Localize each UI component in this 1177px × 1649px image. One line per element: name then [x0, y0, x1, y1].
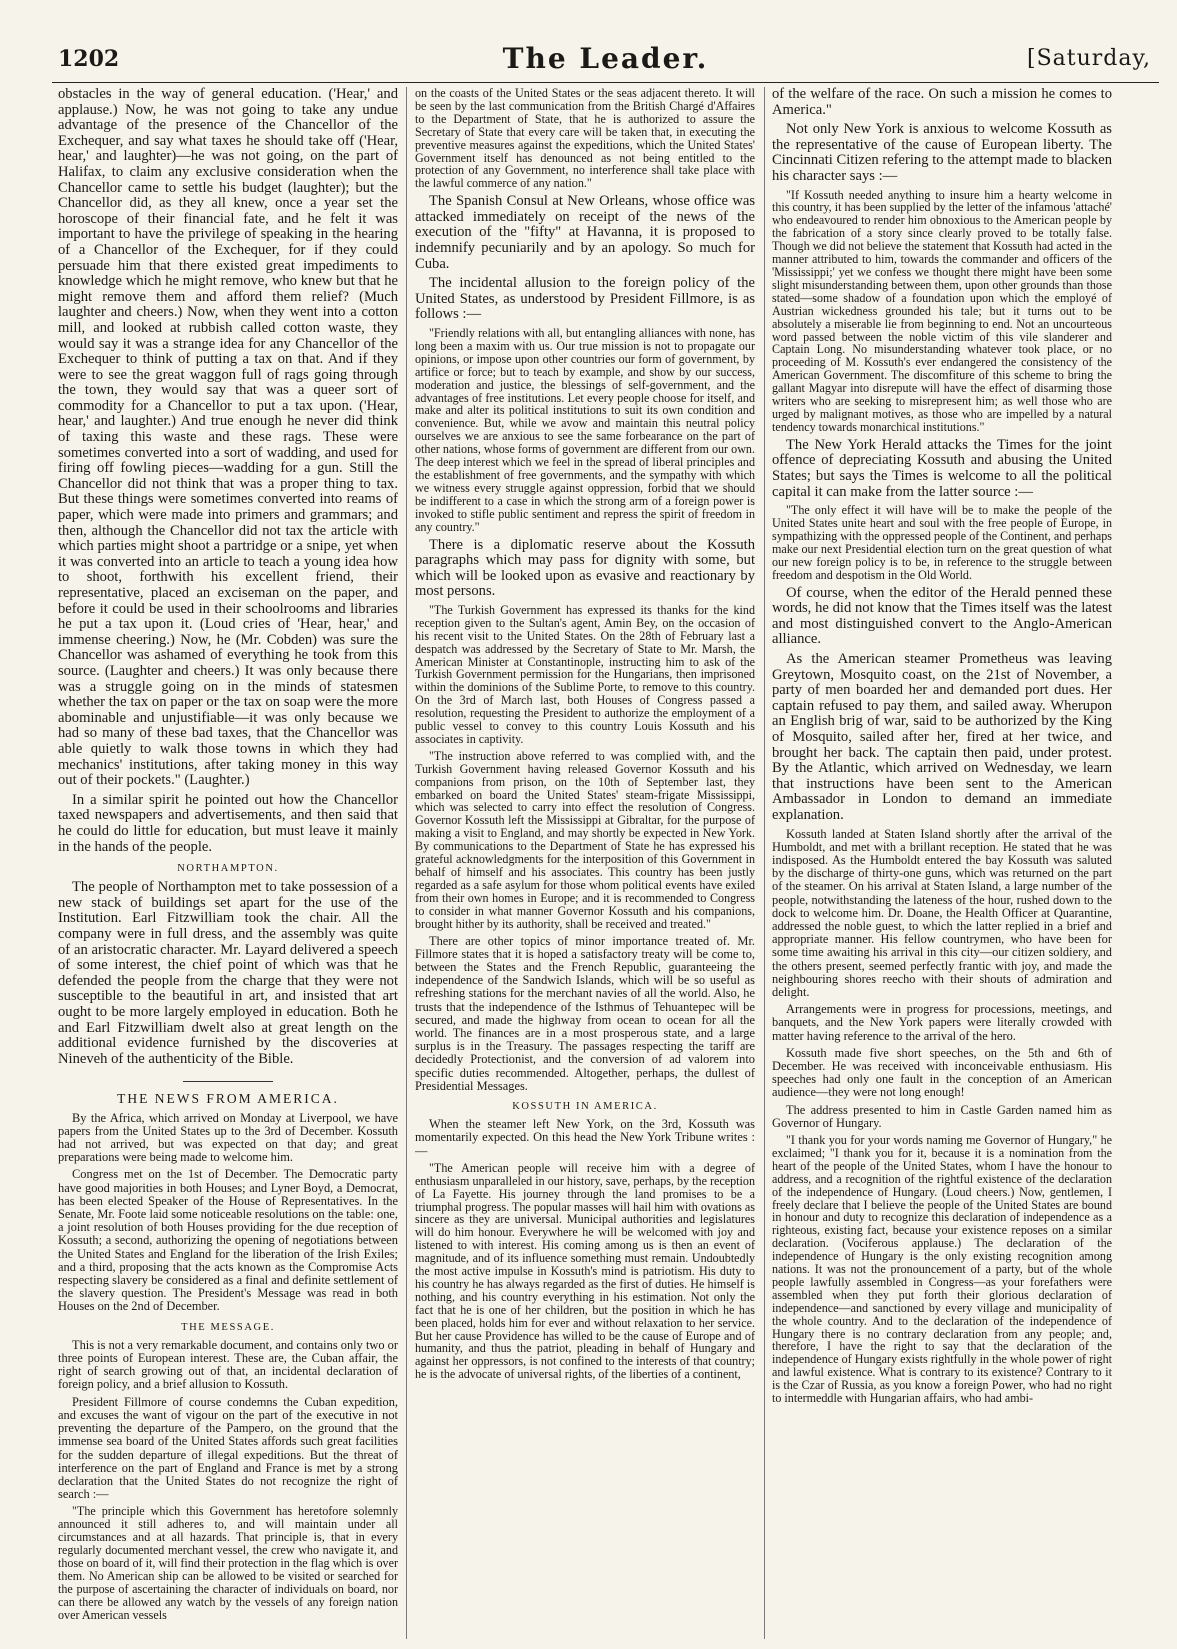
- section-heading-kossuth: KOSSUTH IN AMERICA.: [512, 1100, 658, 1112]
- paragraph: The Spanish Consul at New Orleans, whose office was attacked immediately on receipt of the news of the execution of the "fifty" at Havanna, it is proposed to indemnify pecuniarily and by an apology. So much for Cuba.: [415, 193, 755, 272]
- quoted-paragraph: "I thank you for your words naming me Governor of Hungary," he exclaimed; "I thank you for it, because it is a nomination from the heart of the people of the United States, whom I have the honour to address, and a recognition of the rightful existence of the declaration of the independence of Hungary. (Loud cheers.) Now, gentlemen, I freely declare that I believe the people of the United States are bound in honour and duty to recognize this declaration of independence as a righteous, existing fact, because your existence reposes on a similar declaration. (Vociferous applause.) The declaration of the independence of Hungary is the only existing recognition among nations. It was not the pronouncement of a party, but of the whole people lawfully assembled in Congress—as your forefathers were assembled when they put forth their glorious declaration of independence—and sanctioned by every village and municipality of the whole country. And to the declaration of the independence of Hungary there is no contrary declaration from any people; and, therefore, I have the right to say that the declaration of the independence of Hungary exists rightfully in the whole power of right and lawful existence. What is contrary to its existence? Contrary to it is the Czar of Russia, as you know a foreign Power, who had no right to intermeddle with Hungarian affairs, who had ambi-: [772, 1132, 1112, 1406]
- paragraph: obstacles in the way of general education. ('Hear,' and applause.) Now, he was not going to take any undue advantage of the presence of the Chancellor of the Exchequer, and say what taxes he should take off ('Hear, hear,' and laughter)—he was not going, on the part of Halifax, to claim any exclusive consideration when the Chancellor came to settle his budget (laughter); but the Chancellor did, as they all knew, once a year set the horoscope of their financial fate, and he felt it was important to have the privilege of speaking in the hearing of a Chancellor of the Exchequer, for if they could persuade him that there existed great impediments to knowledge which he might remove, who knew but that he might remove them and afford them relief? (Much laughter and cheers.) Now, when they went into a cotton mill, and looked at rubbish called cotton waste, they would say it was a strange idea for any Chancellor of the Exchequer to think of putting a tax on that. And if they were to see the great waggon full of rags going through the town, they would say that was a queer sort of commodity for a Chancellor to put a tax upon. ('Hear, hear,' and laughter.) And true enough he never did think of taxing this waste and these rags. These were sometimes converted into a sort of wadding, and used for firing off fowling pieces—wadding for a gun. Still the Chancellor did not think that was a proper thing to tax. But these things were sometimes converted into reams of paper, which were made into primers and grammars; and then, although the Chancellor did not tax the article with which parties might shoot a partridge or a snipe, yet when it was converted into an article to teach a young idea how to shoot, forthwith his excellent friend, their representative, placed an exciseman on the paper, and before it could be used in their schoolrooms and libraries he put a tax upon it. (Loud cries of 'Hear, hear,' and immense cheering.) Now, he (Mr. Cobden) was sure the Chancellor was ashamed of everything he took from this source. (Laughter and cheers.) It was only because there was a struggle going on in the minds of statesmen whether the tax on paper or the tax on soap were the more abominable and unjustifiable—it was only because we had so many of these bad taxes, that the Chancellor was able quietly to walk those towns in which they had mechanics' institutions, after taking money in this way out of their pockets." (Laughter.): [58, 87, 398, 789]
- paragraph: This is not a very remarkable document, and contains only two or three points of European interest. These are, the Cuban affair, the right of search growing out of that, an incidental declaration of foreign policy, and a brief allusion to Kossuth.: [58, 1337, 398, 1392]
- quoted-paragraph: "Friendly relations with all, but entangling alliances with none, has long been a maxim with us. Our true mission is not to propagate our opinions, or impose upon other countries our form of government, by artifice or force; but to teach by example, and show by our success, moderation and justice, the blessings of self-government, and the advantages of free institutions. Let every people choose for itself, and make and alter its political institutions to suit its own condition and convenience. But, while we avow and maintain this neutral policy ourselves we are anxious to see the same forbearance on the part of other nations, whose forms of government are different from our own. The deep interest which we feel in the spread of liberal principles and the establishment of free governments, and the sympathy with which we witness every struggle against oppression, forbid that we should be indifferent to a case in which the strong arm of a foreign power is invoked to stifle public sentiment and repress the spirit of freedom in any country.": [415, 326, 755, 534]
- paragraph: Kossuth made five short speeches, on the 5th and 6th of December. He was received with inconceivable enthusiasm. His speeches had only one fault in the conception of an American audience—they were not long enough!: [772, 1045, 1112, 1100]
- paragraph: Congress met on the 1st of December. The Democratic party have good majorities in both Houses; and Lyner Boyd, a Democrat, has been elected Speaker of the House of Representatives. In the Senate, Mr. Foote laid some noticeable resolutions on the table: one, a joint resolution of both Houses providing for the due reception of Kossuth; a second, authorizing the opening of negotiations between the United States and England for the liberation of the Irish Exiles; and a third, proposing that the acts known as the Compromise Acts respecting slavery be considered as a final and definite settlement of the slavery question. The President's Message was read in both Houses on the 2nd of December.: [58, 1167, 398, 1314]
- quoted-paragraph: "The principle which this Government has heretofore solemnly announced it still adheres to, and will maintain under all circumstances and at all hazards. That principle is, that in every regularly documented merchant vessel, the crew who navigate it, and those on board of it, will find their protection in the flag which is over them. No American ship can be allowed to be visited or searched for the purpose of ascertaining the character of individuals on board, nor can there be allowed any watch by the vessels of any foreign nation over American vessels: [58, 1504, 398, 1622]
- column-divider: [406, 87, 407, 1639]
- paragraph: The people of Northampton met to take possession of a new stack of buildings set apart for the use of the Institution. Earl Fitzwilliam took the chair. All the company were in full dress, and the assembly was quite of an aristocratic character. Mr. Layard delivered a speech of some interest, the chief point of which was that he defended the people from the charge that they were not susceptible to the beautiful in art, and insisted that art ought to be more largely employed in education. Both he and Earl Fitzwilliam dwelt also at great length on the additional evidence furnished by the discoveries at Nineveh of the authenticity of the Bible.: [58, 879, 398, 1067]
- paragraph: Of course, when the editor of the Herald penned these words, he did not know that the Times itself was the latest and most distinguished convert to the Anglo-American alliance.: [772, 584, 1112, 648]
- quoted-paragraph: "If Kossuth needed anything to insure him a hearty welcome in this country, it has been supplied by the letter of the infamous 'attaché' who endeavoured to render him obnoxious to the American people by the fabrication of a story since clearly proved to be totally false. Though we did not believe the statement that Kossuth had acted in the manner attributed to him, towards the commander and officers of the 'Mississippi;' yet we confess we thought there might have been some slight misunderstanding between them, upon other grounds than those stated—some shadow of a foundation upon which the employé of Austrian wickedness grounded his tale; but it turns out to be absolutely a miserable lie from beginning to end. Not an uncourteous word passed between the noble victim of this vile slanderer and Captain Long. No misunderstanding whatever took place, or no proceeding of M. Kossuth's ever endangered the consistency of the American Government. The discomfiture of this scheme to bring the gallant Magyar into disrepute will have the effect of disarming those writers who are seeking to misrepresent him; as well those who are urged by malignant motives, as those who are impelled by a natural tendency towards monarchical institutions.": [772, 187, 1112, 434]
- paragraph: There are other topics of minor importance treated of. Mr. Fillmore states that it is hoped a satisfactory treaty will be come to, between the States and the French Republic, guaranteeing the independence of the Sandwich Islands, which will be so useful as refreshing stations for the merchant navies of all the world. Also, he trusts that the independence of the Isthmus of Tehuantepec will be secured, and made the highway from ocean to ocean for all the world. The finances are in a most prosperous state, and a large surplus is in the Treasury. The passages respecting the tariff are decidedly Protectionist, and the conversion of ad valorem into specific duties recommended. Altogether, perhaps, the dullest of Presidential Messages.: [415, 933, 755, 1093]
- column-3: [772, 87, 1112, 1642]
- section-heading-northampton: NORTHAMPTON.: [177, 863, 279, 875]
- section-heading-message: THE MESSAGE.: [181, 1321, 275, 1333]
- paragraph: Arrangements were in progress for processions, meetings, and banquets, and the New York papers were literally crowded with matter having reference to the arrival of the hero.: [772, 1002, 1112, 1043]
- paragraph: There is a diplomatic reserve about the Kossuth paragraphs which may pass for dignity with some, but which will be looked upon as evasive and reactionary by most persons.: [415, 536, 755, 600]
- newspaper-title: The Leader.: [502, 42, 709, 75]
- page-number: 1202: [58, 46, 120, 72]
- paragraph: When the steamer left New York, on the 3rd, Kossuth was momentarily expected. On this head the New York Tribune writes :—: [415, 1117, 755, 1158]
- column-divider: [764, 87, 765, 1639]
- paragraph: The address presented to him in Castle Garden named him as Governor of Hungary.: [772, 1102, 1112, 1130]
- section-heading-america: THE NEWS FROM AMERICA.: [117, 1091, 339, 1107]
- column-2: [415, 87, 755, 1642]
- paragraph: The New York Herald attacks the Times for the joint offence of depreciating Kossuth and abusing the United States; but says the Times is welcome to all the political capital it can make from the latter source :—: [772, 436, 1112, 500]
- quoted-paragraph: "The only effect it will have will be to make the people of the United States unite heart and soul with the free people of Europe, in sympathizing with the oppressed people of the Continent, and perhaps make our next Presidential election turn on the great question of what our new foreign policy is to be, in reference to the struggle between freedom and despotism in the Old World.: [772, 503, 1112, 582]
- quoted-paragraph: "The Turkish Government has expressed its thanks for the kind reception given to the Sultan's agent, Amin Bey, on the occasion of his recent visit to the United States. On the 28th of February last a despatch was addressed by the Secretary of State to Mr. Marsh, the American Minister at Constantinople, instructing him to ask of the Turkish Government permission for the Hungarians, then imprisoned within the dominions of the Sublime Porte, to remove to this country. On the 3rd of March last, both Houses of Congress passed a resolution, requesting the President to authorize the employment of a public vessel to convey to this country Louis Kossuth and his associates in captivity.: [415, 602, 755, 746]
- quoted-paragraph: "The instruction above referred to was complied with, and the Turkish Government having released Governor Kossuth and his companions from prison, on the 10th of September last, they embarked on board the United States' steam-frigate Mississippi, which was selected to carry into effect the resolution of Congress. Governor Kossuth left the Mississippi at Gibraltar, for the purpose of making a visit to England, and may shortly be expected in New York. By communications to the Department of State he has expressed his grateful acknowledgments for the interposition of this Government in behalf of himself and his associates. This country has been justly regarded as a safe asylum for those whom political events have exiled from their own homes in Europe; and it is recommended to Congress to consider in what manner Governor Kossuth and his companions, brought hither by its authority, shall be received and treated.": [415, 748, 755, 931]
- column-1: [58, 87, 398, 1642]
- quoted-paragraph: on the coasts of the United States or the seas adjacent thereto. It will be seen by the last communication from the British Chargé d'Affaires to the Department of State, that he is authorized to assure the Secretary of State that every care will be taken that, in executing the preventive measures against the expeditions, which the United States' Government itself has denounced as not being entitled to the protection of any Government, no interference shall take place with the lawful commerce of any nation.": [415, 87, 755, 191]
- paragraph: The incidental allusion to the foreign policy of the United States, as understood by President Fillmore, is as follows :—: [415, 275, 755, 323]
- masthead-day: [Saturday,: [1027, 46, 1151, 71]
- paragraph: In a similar spirit he pointed out how the Chancellor taxed newspapers and advertisements, and then said that he could do little for education, but must leave it mainly in the hands of the people.: [58, 791, 398, 855]
- section-rule: [183, 1081, 273, 1082]
- paragraph: Kossuth landed at Staten Island shortly after the arrival of the Humboldt, and met with a brillant reception. He stated that he was indisposed. As the Humboldt entered the bay Kossuth was saluted by the discharge of thirty-one guns, which was returned on the part of the steamer. On his arrival at Staten Island, a large number of the people, notwithstanding the lateness of the hour, rushed down to the dock to welcome him. Dr. Doane, the Health Officer at Quarantine, addressed the noble guest, to which the latter replied in a brief and appropriate manner. His fellow countrymen, who have been for some time awaiting his arrival in this city—our citizen soldiery, and the others present, seemed perfectly frantic with joy, and made the neighbouring shores reecho with their shouts of admiration and delight.: [772, 826, 1112, 999]
- quoted-paragraph: "The American people will receive him with a degree of enthusiasm unparalleled in our history, save, perhaps, by the reception of La Fayette. His journey through the land promises to be a triumphal progress. The popular masses will hail him with ovations as sincere as they are universal. Municipal authorities and legislatures will do him honour. Everywhere he will be welcomed with joy and listened to with interest. His coming among us is then an event of magnitude, and of its influence something must remain. Undoubtedly the most active impulse in Kossuth's mind is patriotism. His duty to his country he has always regarded as the first of duties. He himself is nothing, and his country everything in his estimation. Not only the fact that he is one of her children, but the position in which he has been placed, holds him for ever and without relaxation to her service. But her cause Providence has willed to be the cause of Europe and of humanity, and thus the patriot, pleading in behalf of Hungary and against her oppressors, is not confined to the interests of that country; he is the advocate of universal rights, of the liberties of a continent,: [415, 1160, 755, 1382]
- paragraph: President Fillmore of course condemns the Cuban expedition, and excuses the want of vigour on the part of the executive in not preventing the departure of the Pampero, on the ground that the immense sea board of the United States affords such great facilities for the sudden departure of illegal expeditions. But the threat of interference on the part of England and France is met by a strong declaration that the United States do not recognize the right of search :—: [58, 1394, 398, 1502]
- paragraph: By the Africa, which arrived on Monday at Liverpool, we have papers from the United States up to the 3rd of December. Kossuth had not arrived, but was expected on that day; and great preparations were being made to welcome him.: [58, 1110, 398, 1165]
- paragraph: of the welfare of the race. On such a mission he comes to America.": [772, 87, 1112, 118]
- paragraph: Not only New York is anxious to welcome Kossuth as the representative of the cause of European liberty. The Cincinnati Citizen refering to the attempt made to blacken his character says :—: [772, 121, 1112, 184]
- masthead: [52, 42, 1159, 83]
- paragraph: As the American steamer Prometheus was leaving Greytown, Mosquito coast, on the 21st of November, a party of men boarded her and demanded port dues. Her captain refused to pay them, and sailed away. Wherupon an English brig of war, said to be authorized by the King of Mosquito, sailed after her, fired at her twice, and brought her back. The captain then paid, under protest. By the Atlantic, which arrived on Wednesday, we learn that instructions have been sent to the American Ambassador in London to demand an immediate explanation.: [772, 650, 1112, 823]
